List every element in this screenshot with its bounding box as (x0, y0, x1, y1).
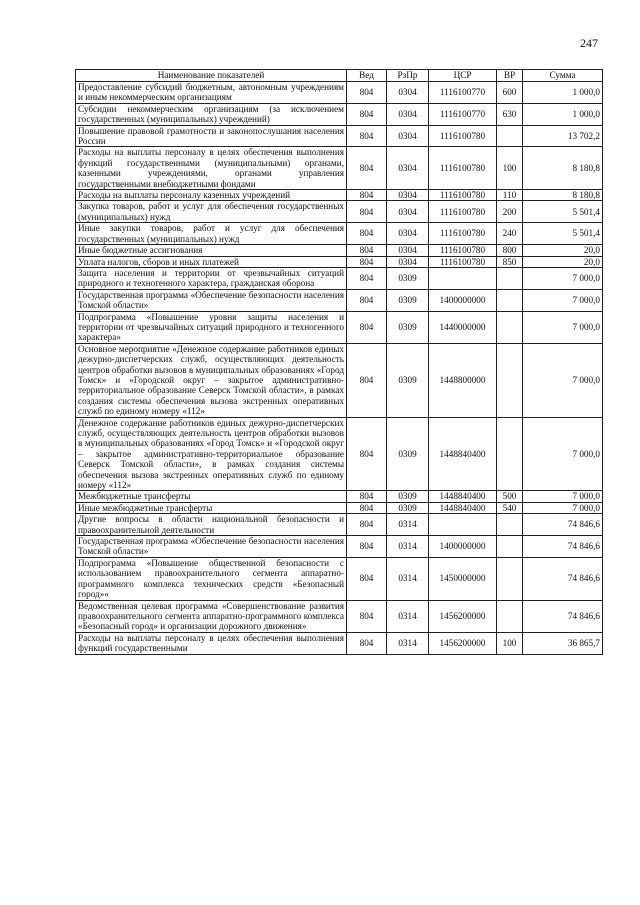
cell-sum: 1 000,0 (523, 82, 603, 104)
cell-rzpr: 0314 (387, 600, 429, 632)
table-row (76, 311, 603, 343)
cell-ved: 804 (347, 311, 387, 343)
cell-name: Ведомственная целевая программа «Совершенствование развития правоохранительного сегмента аппаратно-программного комплекса «Безопасный город» и организации дорожного движения» (76, 600, 347, 632)
cell-ved: 804 (347, 289, 387, 311)
table-row (76, 267, 603, 289)
cell-rzpr: 0304 (387, 103, 429, 125)
cell-rzpr: 0314 (387, 557, 429, 600)
table-row (76, 632, 603, 654)
budget-table (75, 69, 603, 655)
cell-vr (497, 536, 523, 558)
cell-sum: 1 000,0 (523, 103, 603, 125)
cell-rzpr: 0309 (387, 491, 429, 502)
table-row (76, 103, 603, 125)
cell-rzpr: 0309 (387, 289, 429, 311)
table-row (76, 201, 603, 223)
cell-sum: 13 702,2 (523, 125, 603, 147)
cell-sum: 20,0 (523, 256, 603, 267)
cell-rzpr: 0304 (387, 82, 429, 104)
cell-csr (429, 267, 497, 289)
cell-csr: 1116100770 (429, 103, 497, 125)
cell-ved: 804 (347, 125, 387, 147)
cell-sum: 8 180,8 (523, 190, 603, 201)
cell-rzpr: 0304 (387, 201, 429, 223)
table-row (76, 147, 603, 190)
cell-name: Расходы на выплаты персоналу в целях обеспечения выполнения функций государственными (муниципальными) органами, казенными учреждениями, органами управления государственными внебюджетными фондами (76, 147, 347, 190)
cell-name: Межбюджетные трансферты (76, 491, 347, 502)
cell-sum: 74 846,6 (523, 514, 603, 536)
page-number: 247 (580, 36, 598, 50)
cell-vr (497, 514, 523, 536)
cell-ved: 804 (347, 343, 387, 417)
cell-name: Повышение правовой грамотности и законопослушания населения России (76, 125, 347, 147)
cell-sum: 74 846,6 (523, 557, 603, 600)
cell-csr: 1400000000 (429, 289, 497, 311)
cell-sum: 20,0 (523, 245, 603, 256)
cell-rzpr: 0309 (387, 417, 429, 491)
header-rzpr: РзПр (387, 70, 429, 82)
cell-vr (497, 343, 523, 417)
cell-name: Защита населения и территории от чрезвычайных ситуаций природного и техногенного характера, гражданская оборона (76, 267, 347, 289)
cell-vr: 600 (497, 82, 523, 104)
cell-rzpr: 0304 (387, 223, 429, 245)
header-sum: Сумма (523, 70, 603, 82)
cell-name: Другие вопросы в области национальной безопасности и правоохранительной деятельности (76, 514, 347, 536)
cell-ved: 804 (347, 190, 387, 201)
cell-ved: 804 (347, 103, 387, 125)
table-row (76, 514, 603, 536)
table-header-row (76, 70, 603, 82)
table-row (76, 536, 603, 558)
table-row (76, 491, 603, 502)
cell-ved: 804 (347, 514, 387, 536)
cell-csr: 1400000000 (429, 536, 497, 558)
header-ved: Вед (347, 70, 387, 82)
cell-rzpr: 0309 (387, 502, 429, 513)
cell-rzpr: 0314 (387, 536, 429, 558)
cell-sum: 36 865,7 (523, 632, 603, 654)
cell-sum: 5 501,4 (523, 201, 603, 223)
cell-csr: 1450000000 (429, 557, 497, 600)
table-row (76, 125, 603, 147)
cell-csr: 1448840400 (429, 417, 497, 491)
cell-vr (497, 267, 523, 289)
cell-csr: 1448840400 (429, 491, 497, 502)
cell-vr: 500 (497, 491, 523, 502)
table-row (76, 557, 603, 600)
cell-csr: 1456200000 (429, 600, 497, 632)
cell-name: Предоставление субсидий бюджетным, автономным учреждениям и иным некоммерческим организациям (76, 82, 347, 104)
cell-sum: 74 846,6 (523, 600, 603, 632)
cell-ved: 804 (347, 600, 387, 632)
table-row (76, 256, 603, 267)
cell-sum: 74 846,6 (523, 536, 603, 558)
cell-ved: 804 (347, 223, 387, 245)
cell-csr: 1440000000 (429, 311, 497, 343)
cell-name: Субсидии некоммерческим организациям (за исключением государственных (муниципальных) учреждений) (76, 103, 347, 125)
cell-vr (497, 289, 523, 311)
cell-vr: 540 (497, 502, 523, 513)
cell-name: Подпрограмма «Повышение уровня защиты населения и территории от чрезвычайных ситуаций природного и техногенного характера» (76, 311, 347, 343)
cell-rzpr: 0314 (387, 514, 429, 536)
cell-csr (429, 514, 497, 536)
cell-sum: 7 000,0 (523, 343, 603, 417)
cell-sum: 8 180,8 (523, 147, 603, 190)
cell-ved: 804 (347, 267, 387, 289)
table-row (76, 600, 603, 632)
cell-csr: 1116100780 (429, 256, 497, 267)
cell-vr: 110 (497, 190, 523, 201)
cell-csr: 1116100770 (429, 82, 497, 104)
cell-rzpr: 0304 (387, 245, 429, 256)
cell-rzpr: 0309 (387, 343, 429, 417)
table-row (76, 417, 603, 491)
table-row (76, 223, 603, 245)
cell-vr (497, 311, 523, 343)
cell-name: Государственная программа «Обеспечение безопасности населения Томской области» (76, 289, 347, 311)
cell-ved: 804 (347, 256, 387, 267)
cell-name: Иные закупки товаров, работ и услуг для обеспечения государственных (муниципальных) нужд (76, 223, 347, 245)
cell-vr: 240 (497, 223, 523, 245)
cell-sum: 7 000,0 (523, 417, 603, 491)
cell-vr: 630 (497, 103, 523, 125)
table-row (76, 502, 603, 513)
cell-ved: 804 (347, 82, 387, 104)
cell-vr: 200 (497, 201, 523, 223)
cell-rzpr: 0304 (387, 147, 429, 190)
cell-vr (497, 417, 523, 491)
cell-csr: 1116100780 (429, 223, 497, 245)
cell-name: Уплата налогов, сборов и иных платежей (76, 256, 347, 267)
header-name: Наименование показателей (76, 70, 347, 82)
cell-sum: 7 000,0 (523, 502, 603, 513)
table-row (76, 245, 603, 256)
cell-name: Иные бюджетные ассигнования (76, 245, 347, 256)
cell-rzpr: 0304 (387, 256, 429, 267)
cell-ved: 804 (347, 632, 387, 654)
cell-name: Расходы на выплаты персоналу в целях обеспечения выполнения функций государственными (76, 632, 347, 654)
cell-vr (497, 557, 523, 600)
cell-csr: 1448800000 (429, 343, 497, 417)
cell-csr: 1116100780 (429, 147, 497, 190)
cell-csr: 1116100780 (429, 201, 497, 223)
cell-name: Закупка товаров, работ и услуг для обеспечения государственных (муниципальных) нужд (76, 201, 347, 223)
cell-name: Расходы на выплаты персоналу казенных учреждений (76, 190, 347, 201)
cell-sum: 7 000,0 (523, 289, 603, 311)
cell-ved: 804 (347, 245, 387, 256)
cell-name: Денежное содержание работников единых дежурно-диспетчерских служб, осуществляющих деятельность центров обработки вызовов в муниципальных образованиях «Город Томск» и «Городской округ – закрытое административно-территориальное образование Северск Томской области», в рамках создания системы обеспечения вызова экстренных оперативных служб по единому номеру «112» (76, 417, 347, 491)
cell-rzpr: 0304 (387, 125, 429, 147)
cell-ved: 804 (347, 536, 387, 558)
cell-ved: 804 (347, 491, 387, 502)
cell-csr: 1116100780 (429, 125, 497, 147)
cell-ved: 804 (347, 201, 387, 223)
cell-vr (497, 600, 523, 632)
cell-vr: 800 (497, 245, 523, 256)
cell-csr: 1116100780 (429, 245, 497, 256)
table-row (76, 289, 603, 311)
cell-sum: 5 501,4 (523, 223, 603, 245)
cell-ved: 804 (347, 502, 387, 513)
table-row (76, 343, 603, 417)
header-csr: ЦСР (429, 70, 497, 82)
table-row (76, 190, 603, 201)
header-vr: ВР (497, 70, 523, 82)
cell-vr: 100 (497, 632, 523, 654)
cell-name: Основное мероприятие «Денежное содержание работников единых дежурно-диспетчерских служб, осуществляющих деятельность центров обработки вызовов в муниципальных образованиях «Город Томск» и «Городской округ – закрытое административно-территориальное образование Северск Томской области», в рамках создания системы обеспечения вызова экстренных оперативных служб по единому номеру «112» (76, 343, 347, 417)
cell-rzpr: 0314 (387, 632, 429, 654)
cell-csr: 1448840400 (429, 502, 497, 513)
cell-vr: 100 (497, 147, 523, 190)
cell-sum: 7 000,0 (523, 267, 603, 289)
cell-vr: 850 (497, 256, 523, 267)
cell-sum: 7 000,0 (523, 491, 603, 502)
cell-ved: 804 (347, 417, 387, 491)
cell-name: Подпрограмма «Повышение общественной безопасности с использованием правоохранительного сегмента аппаратно-программного комплекса технических средств «Безопасный город»« (76, 557, 347, 600)
table-row (76, 82, 603, 104)
cell-sum: 7 000,0 (523, 311, 603, 343)
cell-csr: 1456200000 (429, 632, 497, 654)
cell-name: Государственная программа «Обеспечение безопасности населения Томской области» (76, 536, 347, 558)
cell-rzpr: 0309 (387, 311, 429, 343)
cell-ved: 804 (347, 147, 387, 190)
cell-vr (497, 125, 523, 147)
cell-rzpr: 0309 (387, 267, 429, 289)
cell-csr: 1116100780 (429, 190, 497, 201)
cell-rzpr: 0304 (387, 190, 429, 201)
cell-ved: 804 (347, 557, 387, 600)
cell-name: Иные межбюджетные трансферты (76, 502, 347, 513)
